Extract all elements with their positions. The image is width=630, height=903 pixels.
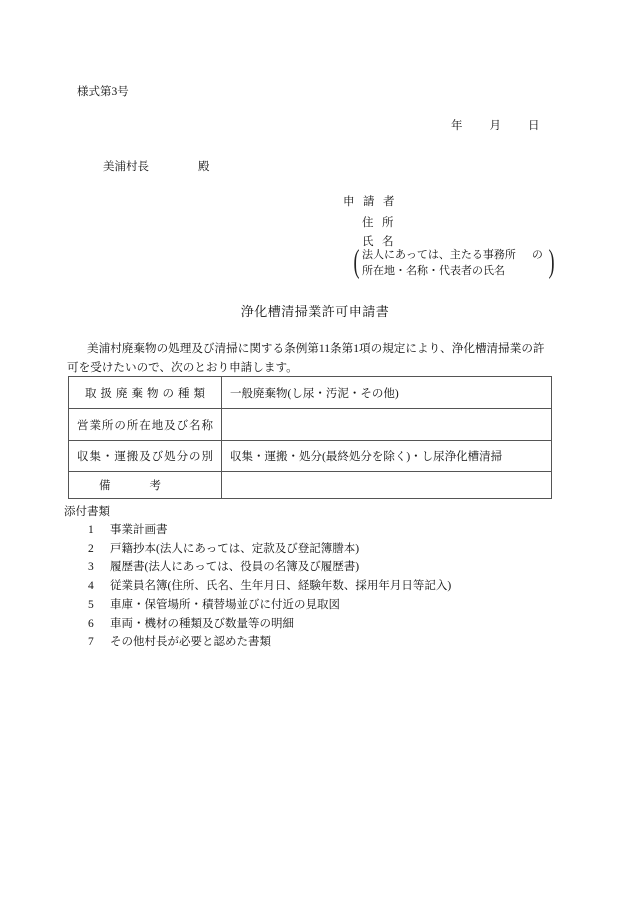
- close-paren-glyph: ): [548, 244, 555, 280]
- row-label-remarks: 備考: [69, 472, 222, 499]
- statement-line2: 可を受けたいので、次のとおり申請します。: [67, 360, 298, 374]
- item-text: 履歴書(法人にあっては、役員の名簿及び履歴書): [110, 561, 360, 574]
- row-value-office-location: [222, 409, 552, 441]
- table-row-operation-type: [69, 441, 552, 472]
- row-label-waste-type: 取扱廃棄物の種類: [69, 377, 222, 409]
- date-line: [451, 117, 540, 133]
- item-number: 1: [88, 524, 94, 536]
- attachments-heading: 添付書類: [64, 506, 110, 518]
- date-year-label: 年: [451, 120, 463, 132]
- open-paren-glyph: (: [353, 244, 360, 280]
- applicant-address-label: 住所: [362, 217, 402, 229]
- application-statement: [67, 340, 545, 377]
- item-number: 7: [88, 636, 94, 649]
- date-month-label: 月: [489, 120, 501, 132]
- item-number: 5: [88, 598, 94, 611]
- item-text: 車両・機材の種類及び数量等の明細: [110, 617, 294, 630]
- item-number: 4: [88, 580, 94, 593]
- corporation-note-particle: の: [531, 249, 543, 261]
- list-item: [88, 558, 451, 577]
- document-title: 浄化槽清掃業許可申請書: [240, 304, 390, 319]
- item-text: 車庫・保管場所・積替場並びに付近の見取図: [110, 598, 340, 611]
- item-number: 3: [88, 561, 94, 574]
- row-label-office-location: 営業所の所在地及び名称: [69, 409, 222, 441]
- recipient-honorific: 殿: [198, 161, 210, 173]
- corporation-note: [351, 246, 557, 279]
- table-row-office-location: [69, 409, 552, 441]
- form-number: 様式第3号: [77, 86, 129, 98]
- item-number: 2: [88, 542, 94, 555]
- item-text: 従業員名簿(住所、氏名、生年月日、経験年数、採用年月日等記入): [110, 580, 452, 593]
- list-item: [88, 577, 451, 596]
- corporation-note-text: [362, 247, 516, 279]
- item-text: その他村長が必要と認めた書類: [110, 636, 271, 649]
- row-value-waste-type: 一般廃棄物(し尿・汚泥・その他): [222, 377, 552, 409]
- row-value-remarks: [222, 472, 552, 499]
- statement-line1: 美浦村廃棄物の処理及び清掃に関する条例第11条第1項の規定により、浄化槽清掃業の許: [87, 342, 545, 355]
- list-item: [88, 633, 451, 652]
- item-text: 事業計画書: [110, 524, 168, 536]
- item-text: 戸籍抄本(法人にあっては、定款及び登記簿謄本): [110, 542, 360, 555]
- applicant-label: 申請者: [343, 196, 403, 208]
- corporation-note-line1: 法人にあっては、主たる事務所: [362, 248, 516, 261]
- table-row-waste-type: [69, 377, 552, 409]
- list-item: [88, 615, 451, 634]
- applicant-name-label: 氏名: [362, 236, 402, 248]
- date-day-label: 日: [528, 120, 540, 132]
- recipient-line: [103, 158, 210, 174]
- attachments-list: [88, 521, 451, 652]
- application-table: [68, 376, 552, 499]
- recipient-name: 美浦村長: [103, 161, 149, 173]
- item-number: 6: [88, 617, 94, 630]
- table-row-remarks: [69, 472, 552, 499]
- row-value-operation-type: 収集・運搬・処分(最終処分を除く)・し尿浄化槽清掃: [222, 441, 552, 472]
- list-item: [88, 596, 451, 615]
- list-item: [88, 521, 451, 540]
- corporation-note-line2: 所在地・名称・代表者の氏名: [362, 264, 505, 277]
- list-item: [88, 540, 451, 559]
- row-label-operation-type: 収集・運搬及び処分の別: [69, 441, 222, 472]
